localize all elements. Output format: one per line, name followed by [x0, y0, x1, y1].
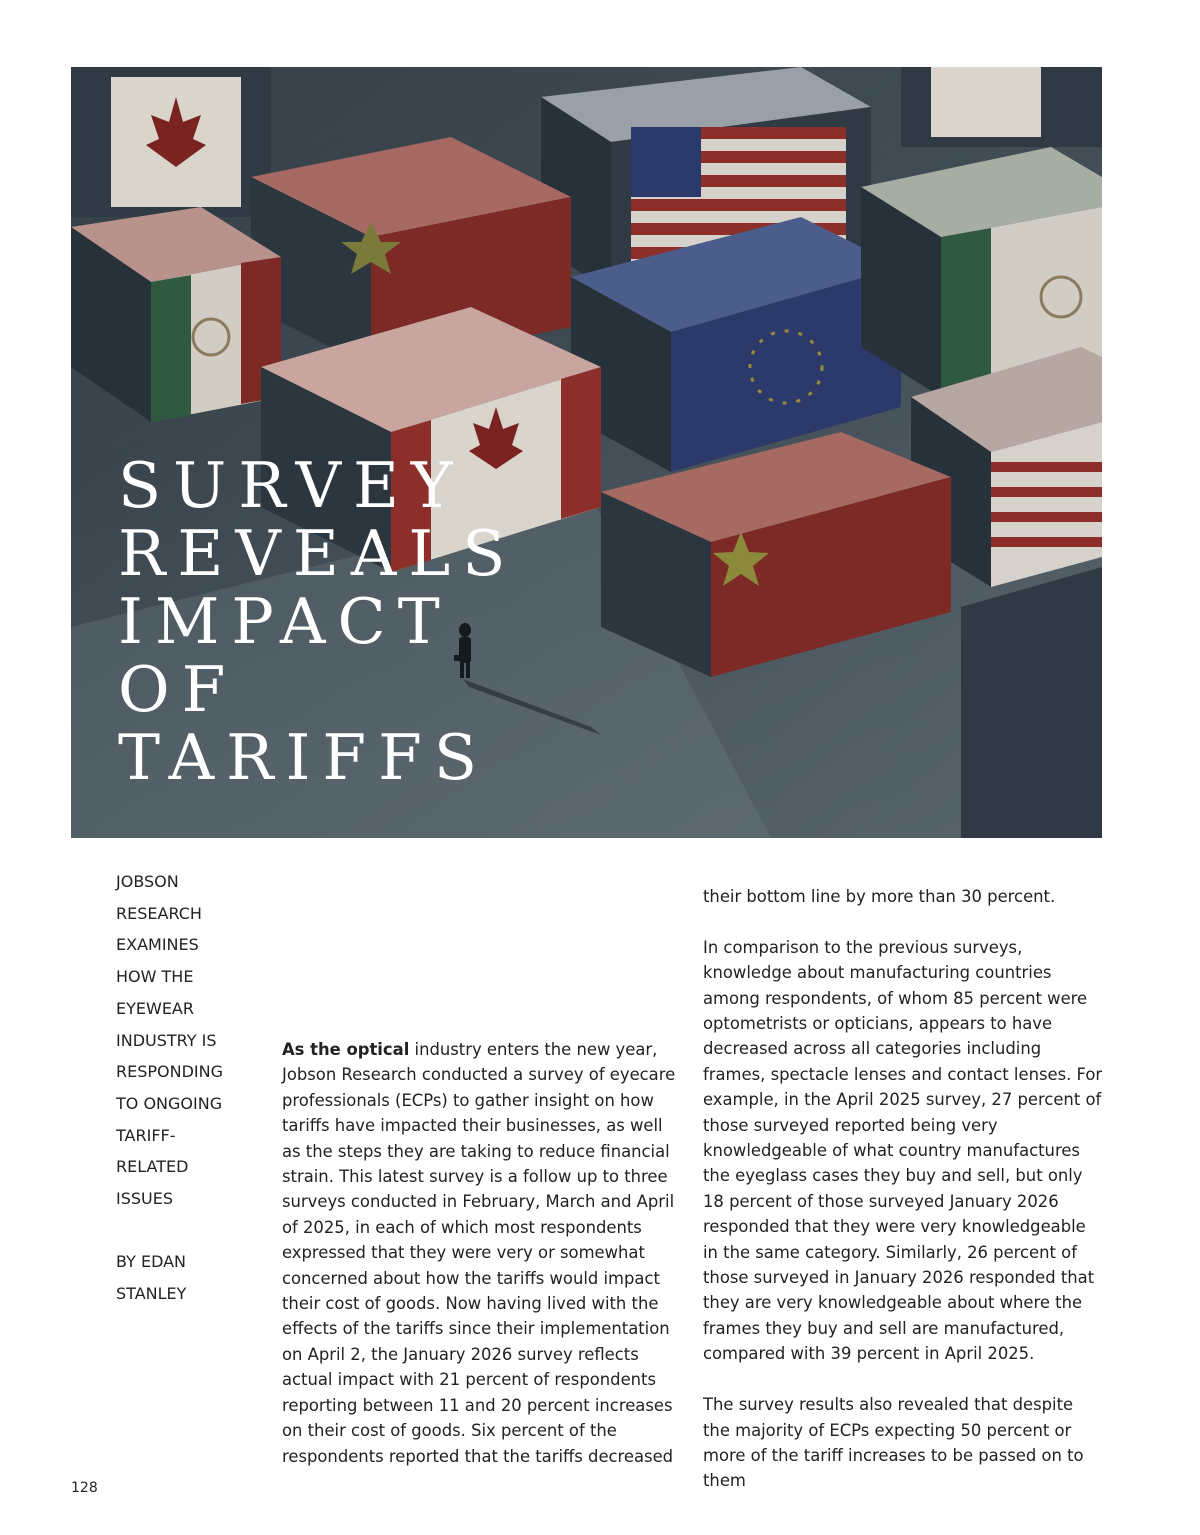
deck-line: ISSUES — [116, 1189, 174, 1209]
headline-line: SURVEY — [118, 449, 465, 522]
body-paragraph — [282, 1037, 682, 1469]
container-canada-top — [71, 67, 271, 217]
headline-line: OF — [118, 653, 238, 726]
headline-line: REVEALS — [118, 517, 518, 590]
deck-line: TARIFF- — [116, 1125, 176, 1145]
body-column-2 — [703, 884, 1103, 1494]
deck-line: HOW THE — [116, 967, 194, 987]
container-eu-bottom-right — [961, 567, 1102, 838]
deck-line: RESPONDING — [116, 1062, 223, 1082]
headline — [118, 449, 518, 794]
deck-line: JOBSON — [116, 872, 179, 891]
headline-line: IMPACT — [118, 585, 452, 658]
body-text: industry enters the new year, Jobson Research conducted a survey of eyecare professionals (ECPs) to gather insight on how tariffs have impacted their businesses, as well as the steps they are taking to reduce financial strain. This latest survey is a follow up to three surveys conducted in February, March and April of 2025, in each of which most respondents expressed that they were very or somewhat concerned about how the tariffs would impact their cost of goods. Now having lived with the effects of the tariffs since their implementation on April 2, the January 2026 survey reflects actual impact with 21 percent of respondents reporting between 11 and 20 percent increases on their cost of goods. Six percent of the respondents reported that the tariffs decreased — [282, 1040, 676, 1466]
deck-summary — [116, 866, 256, 1310]
deck-line: TO ONGOING — [116, 1093, 223, 1113]
byline-line: BY EDAN — [116, 1252, 187, 1272]
deck-line: RELATED — [116, 1157, 189, 1177]
body-paragraph: The survey results also revealed that despite the majority of ECPs expecting 50 percent or more of the tariff increases to be passed on to them — [703, 1395, 1084, 1491]
deck-line: EYEWEAR — [116, 998, 194, 1018]
body-paragraph: In comparison to the previous surveys, knowledge about manufacturing countries among respondents, of whom 85 percent were optometrists or opticians, appears to have decreased across all categories including frames, spectacle lenses and contact lenses. For example, in the April 2025 survey, 27 percent of those surveyed reported being very knowledgeable of what country manufactures the eyeglass cases they buy and sell, but only 18 percent of those surveyed January 2026 responded that they were very knowledgeable in the same category. Similarly, 26 percent of those surveyed in January 2026 responded that they are very knowledgeable about where the frames they buy and sell are manufactured, compared with 39 percent in April 2025. — [703, 937, 1103, 1364]
body-paragraph: their bottom line by more than 30 percent. — [703, 887, 1056, 906]
container-canada-right-top — [901, 67, 1102, 147]
lead-in: As the optical — [282, 1040, 410, 1059]
deck-line: RESEARCH — [116, 903, 202, 923]
headline-line: TARIFFS — [118, 721, 489, 794]
body-column-1 — [282, 1037, 682, 1469]
deck-line: EXAMINES — [116, 935, 199, 955]
deck-line: INDUSTRY IS — [116, 1030, 217, 1050]
page-number: 128 — [71, 1480, 98, 1496]
byline-line: STANLEY — [116, 1284, 187, 1304]
